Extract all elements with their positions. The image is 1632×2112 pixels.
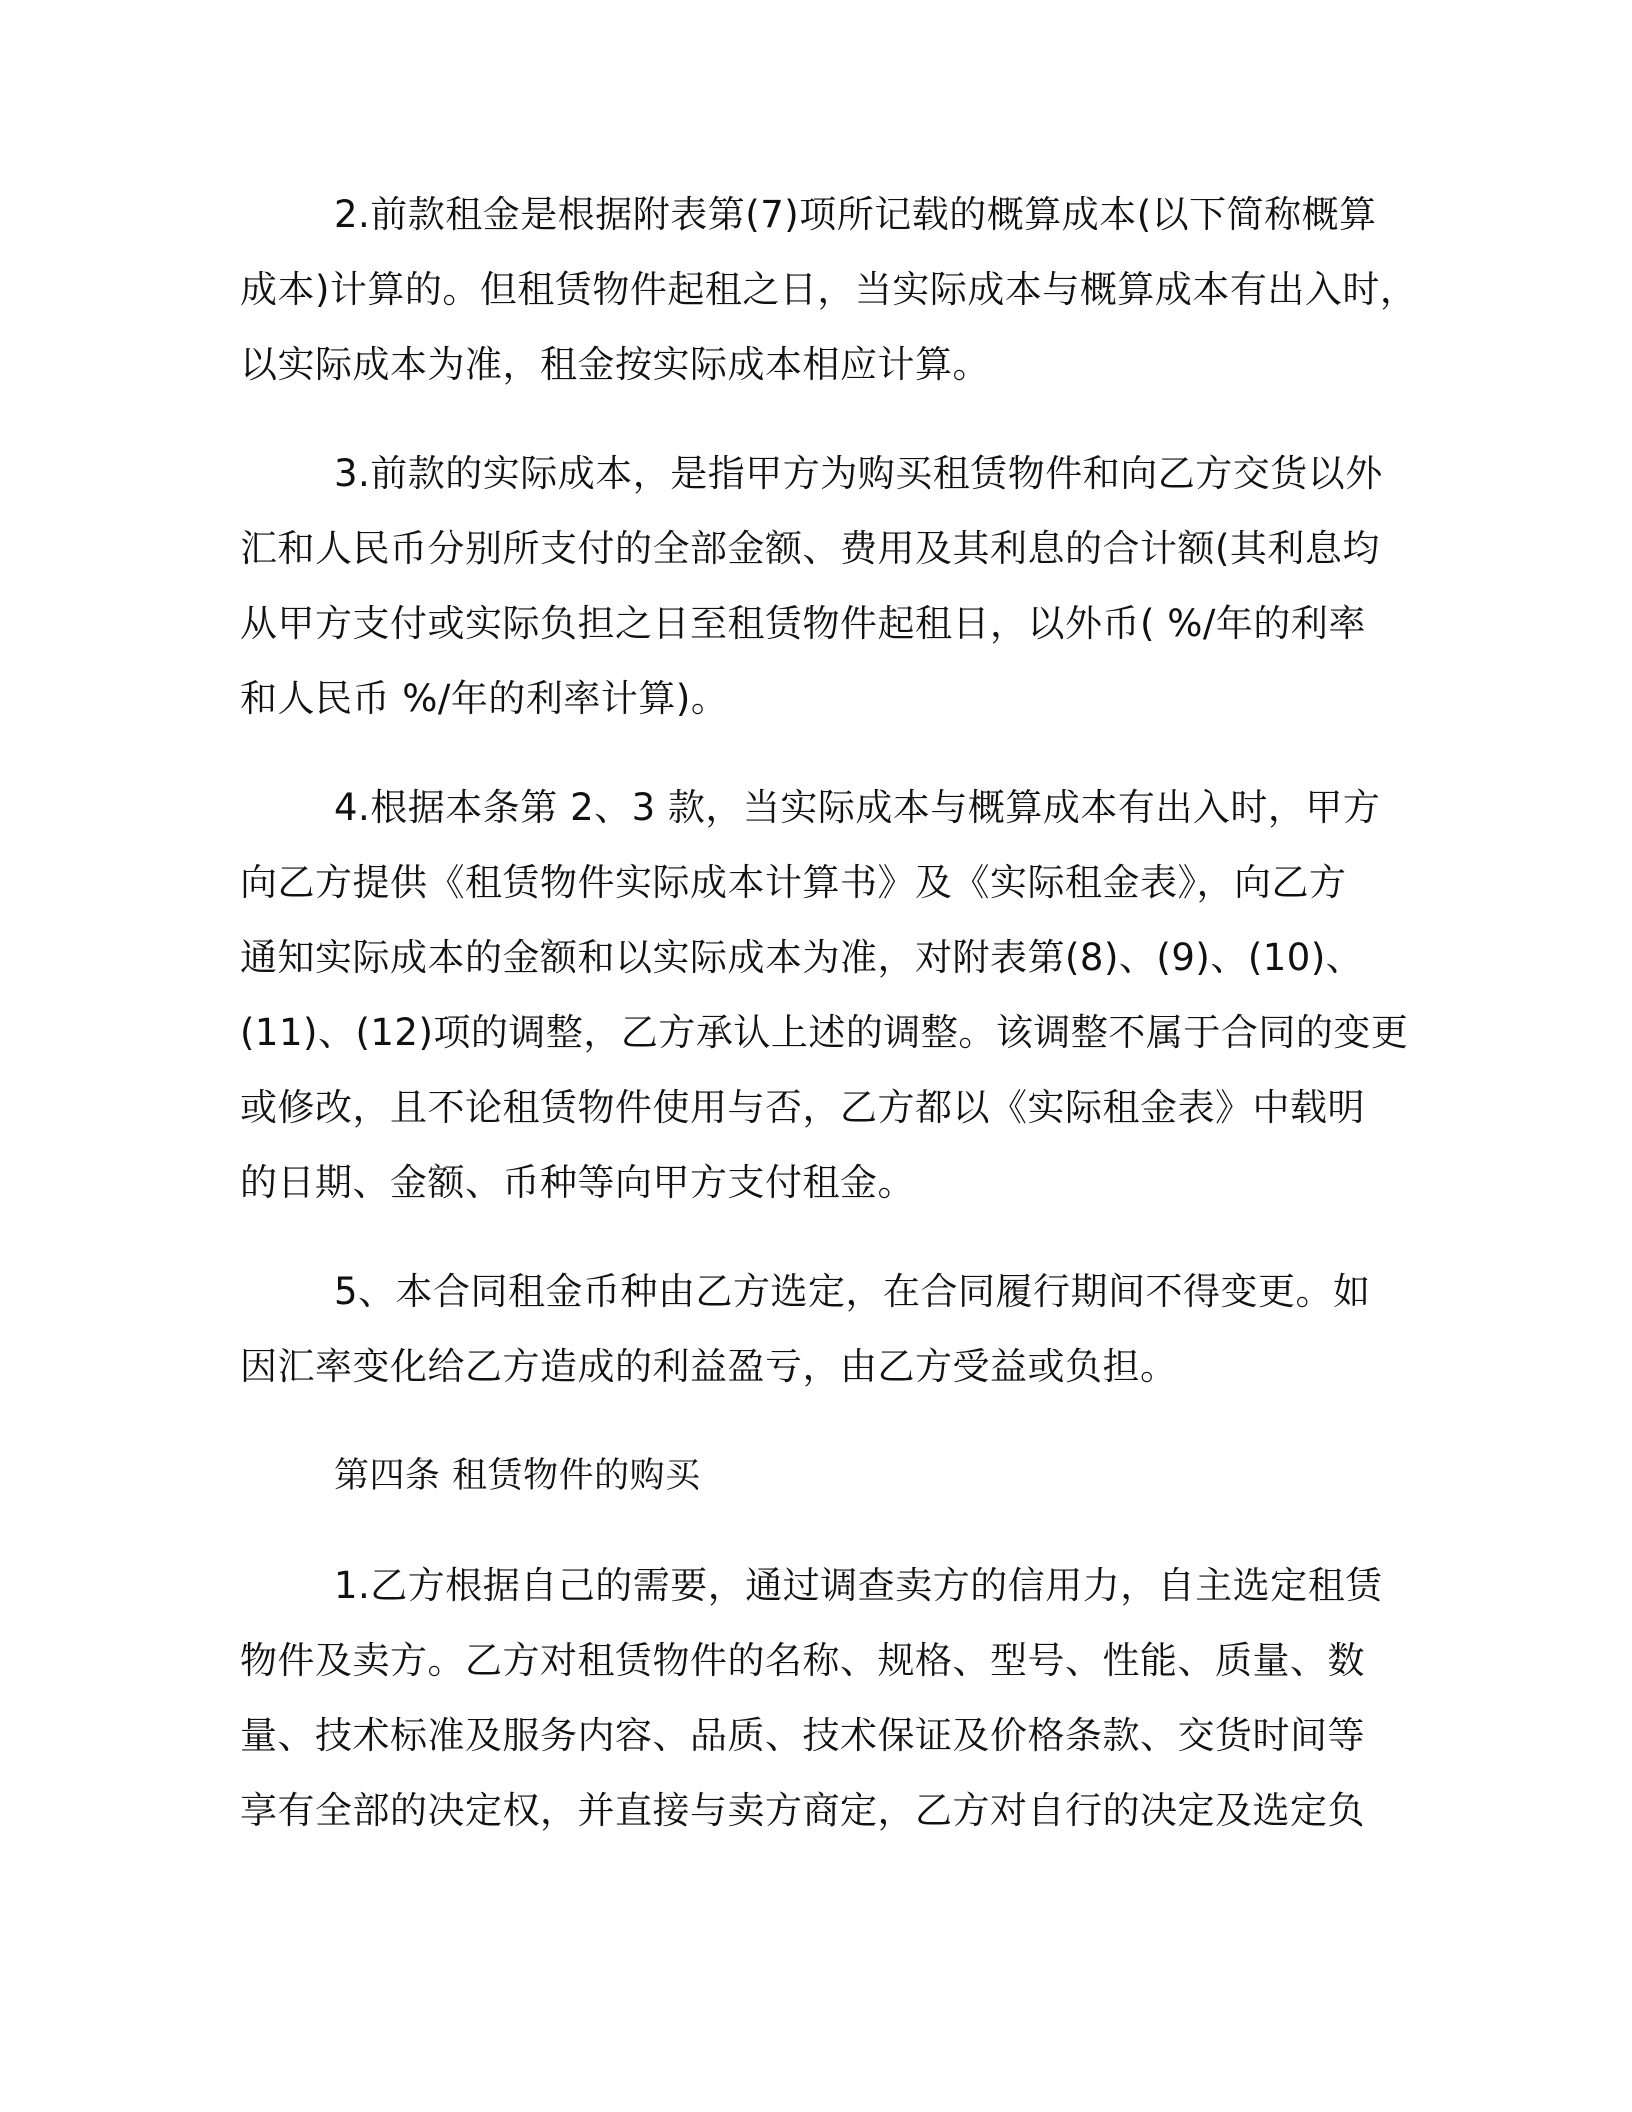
paragraph-4-line-2: 向乙方提供《租赁物件实际成本计算书》及《实际租金表》，向乙方 — [240, 861, 1347, 904]
paragraph-3-line-2: 汇和人民币分别所支付的全部金额、费用及其利息的合计额(其利息均 — [240, 527, 1380, 570]
paragraph-4-line-6: 的日期、金额、币种等向甲方支付租金。 — [240, 1161, 915, 1204]
paragraph-4-line-4: (11)、(12)项的调整，乙方承认上述的调整。该调整不属于合同的变更 — [240, 1011, 1409, 1054]
paragraph-3-line-1: 3.前款的实际成本，是指甲方为购买租赁物件和向乙方交货以外 — [334, 452, 1383, 495]
article-4-item-1-line-4: 享有全部的决定权，并直接与卖方商定，乙方对自行的决定及选定负 — [240, 1789, 1365, 1832]
article-4-item-1-line-3: 量、技术标准及服务内容、品质、技术保证及价格条款、交货时间等 — [240, 1714, 1365, 1757]
paragraph-4-line-3: 通知实际成本的金额和以实际成本为准，对附表第(8)、(9)、(10)、 — [240, 936, 1364, 979]
paragraph-5-line-1: 5、本合同租金币种由乙方选定，在合同履行期间不得变更。如 — [334, 1270, 1371, 1313]
article-4-item-1-line-2: 物件及卖方。乙方对租赁物件的名称、规格、型号、性能、质量、数 — [240, 1639, 1365, 1682]
paragraph-2-line-3: 以实际成本为准，租金按实际成本相应计算。 — [240, 343, 990, 386]
paragraph-3-line-4: 和人民币 %/年的利率计算)。 — [240, 677, 729, 720]
paragraph-3-line-3: 从甲方支付或实际负担之日至租赁物件起租日，以外币( %/年的利率 — [240, 602, 1366, 645]
paragraph-2-line-1: 2.前款租金是根据附表第(7)项所记载的概算成本(以下简称概算 — [334, 193, 1377, 236]
paragraph-5-line-2: 因汇率变化给乙方造成的利益盈亏，由乙方受益或负担。 — [240, 1345, 1178, 1388]
article-4-item-1-line-1: 1.乙方根据自己的需要，通过调查卖方的信用力，自主选定租赁 — [334, 1564, 1383, 1607]
paragraph-4-line-1: 4.根据本条第 2、3 款，当实际成本与概算成本有出入时，甲方 — [334, 786, 1381, 829]
paragraph-4-line-5: 或修改，且不论租赁物件使用与否，乙方都以《实际租金表》中载明 — [240, 1086, 1365, 1129]
paragraph-2-line-2: 成本)计算的。但租赁物件起租之日，当实际成本与概算成本有出入时， — [240, 268, 1418, 311]
article-4-heading: 第四条 租赁物件的购买 — [334, 1456, 701, 1496]
